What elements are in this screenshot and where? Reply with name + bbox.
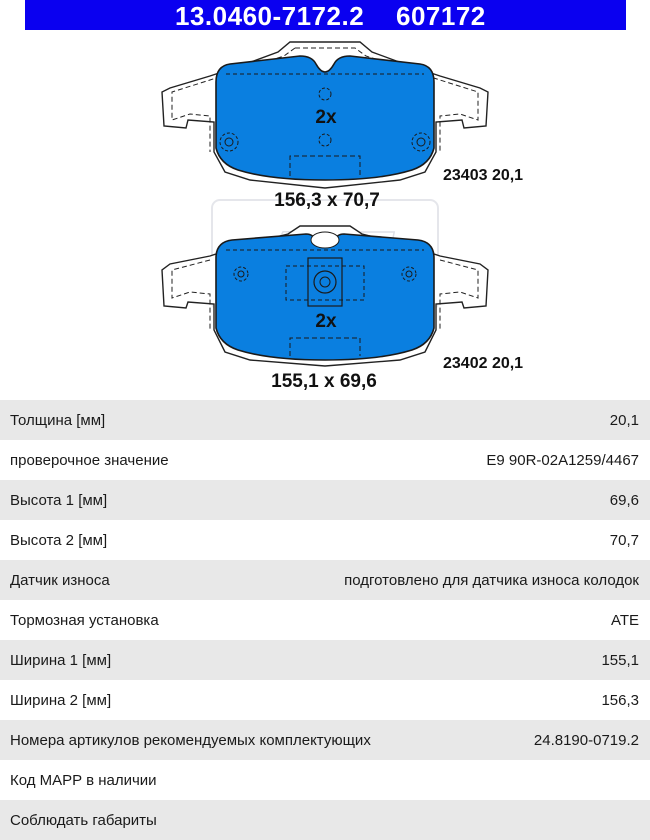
spec-row <box>0 800 650 840</box>
spec-value: 24.8190-0719.2 <box>533 731 639 749</box>
spec-value: ATE <box>610 611 639 629</box>
spec-value: 69,6 <box>609 491 639 509</box>
pad-top-dimensions: 156,3 x 70,7 <box>274 190 380 211</box>
spec-row <box>0 440 650 480</box>
part-number: 13.0460-7172.2 <box>175 1 365 31</box>
spec-label: Код MAPP в наличии <box>10 771 157 789</box>
pad-bottom-ref: 23402 20,1 <box>443 355 524 372</box>
spec-label: Соблюдать габариты <box>10 811 157 829</box>
pad-top <box>162 42 523 211</box>
spec-value: E9 90R-02A1259/4467 <box>486 451 639 469</box>
short-code: 607172 <box>396 1 486 31</box>
spec-label: Тормозная установка <box>10 611 159 629</box>
spec-label: Ширина 2 [мм] <box>10 691 112 709</box>
spec-label: Высота 2 [мм] <box>10 531 108 549</box>
pad-bottom <box>162 226 523 392</box>
brake-pad-drawing <box>0 30 650 400</box>
pad-bottom-friction <box>216 234 434 360</box>
pad-top-ref: 23403 20,1 <box>443 167 524 184</box>
spec-value: подготовлено для датчика износа колодок <box>344 571 639 589</box>
spec-value: 70,7 <box>609 531 639 549</box>
spec-row <box>0 720 650 760</box>
spec-row <box>0 640 650 680</box>
spec-row <box>0 520 650 560</box>
spec-row <box>0 400 650 440</box>
spec-value: 20,1 <box>609 411 639 429</box>
spec-row <box>0 480 650 520</box>
spec-label: проверочное значение <box>10 451 169 469</box>
spec-row <box>0 680 650 720</box>
spec-label: Ширина 1 [мм] <box>10 651 112 669</box>
pad-bottom-dimensions: 155,1 x 69,6 <box>271 371 377 392</box>
spec-row <box>0 600 650 640</box>
pad-top-quantity: 2x <box>315 107 337 128</box>
spec-row <box>0 560 650 600</box>
spec-label: Номера артикулов рекомендуемых комплектующих <box>10 731 371 749</box>
spec-table <box>0 400 650 840</box>
pad-bottom-quantity: 2x <box>315 311 337 332</box>
header-bar <box>25 0 626 30</box>
spec-label: Высота 1 [мм] <box>10 491 108 509</box>
spec-label: Датчик износа <box>10 571 110 589</box>
spec-row <box>0 760 650 800</box>
spec-label: Толщина [мм] <box>10 411 106 429</box>
brake-pad-drawing-svg <box>0 30 650 400</box>
spec-value: 155,1 <box>601 651 639 669</box>
spec-value: 156,3 <box>601 691 639 709</box>
